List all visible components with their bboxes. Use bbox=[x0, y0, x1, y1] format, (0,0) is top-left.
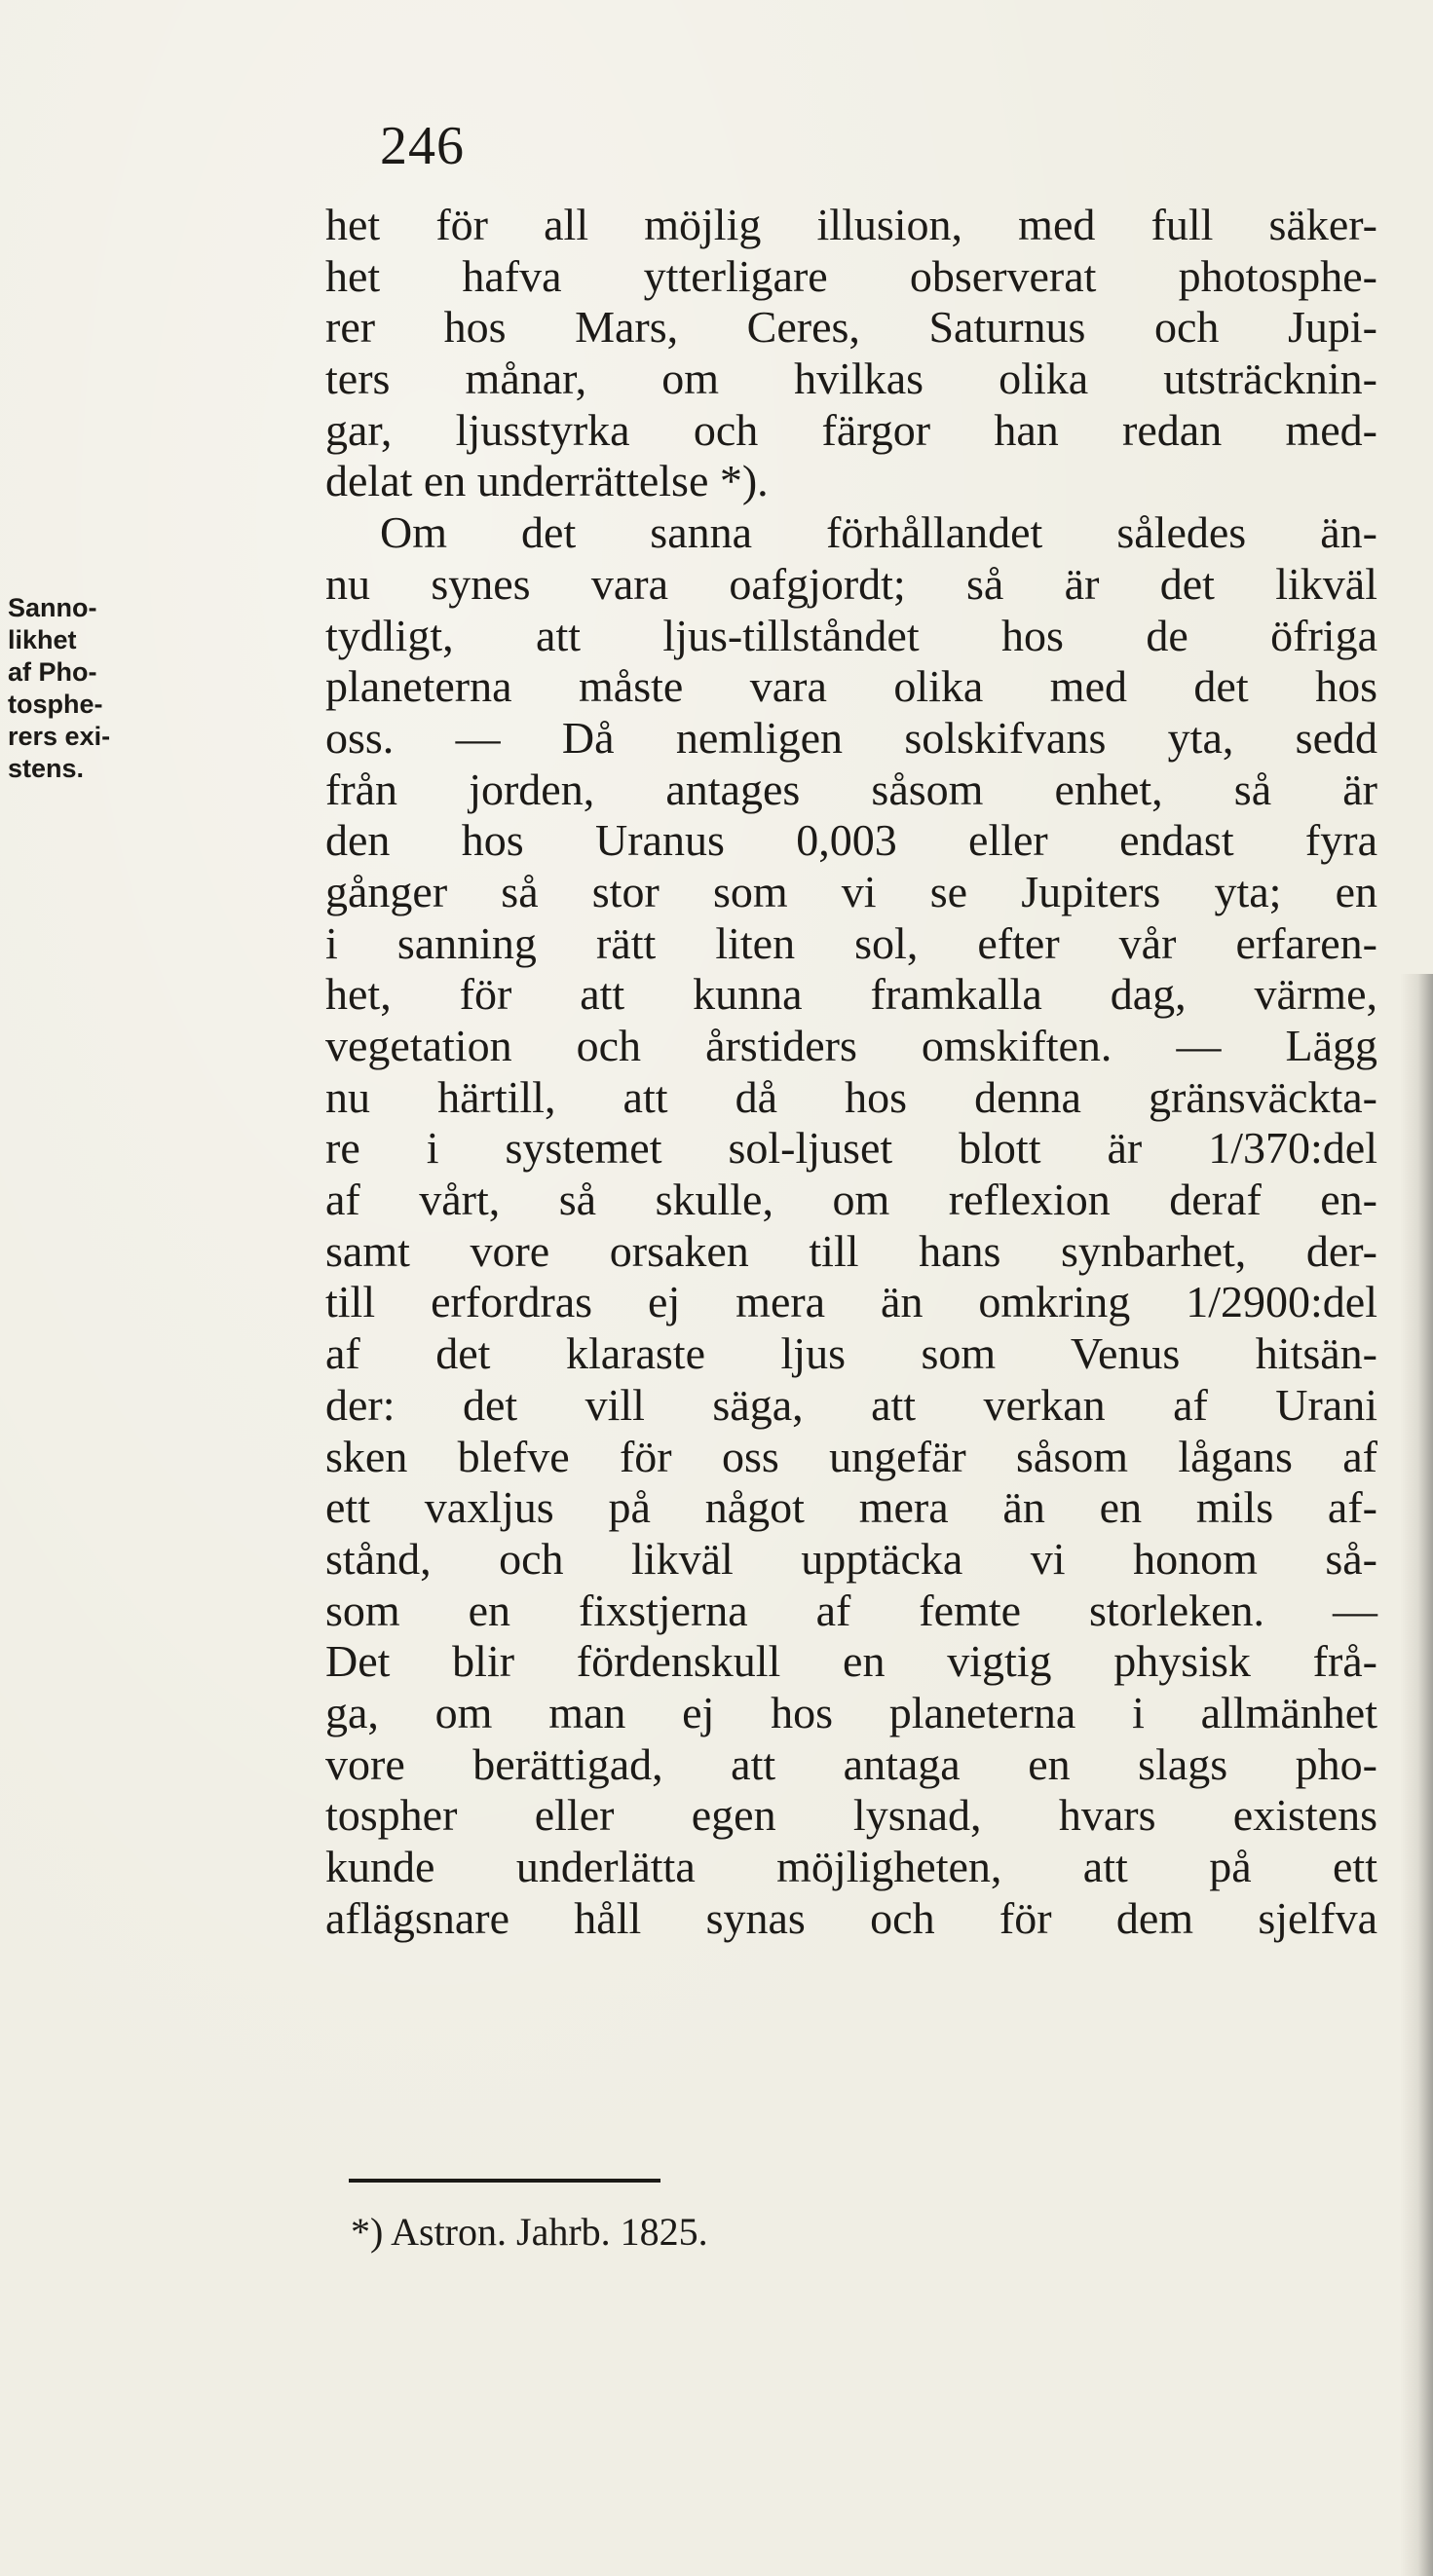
text-line: gånger så stor som vi se Jupiters yta; en bbox=[325, 866, 1377, 916]
text-line: i sanning rätt liten sol, efter vår erfaren- bbox=[325, 917, 1377, 968]
text-line: rer hos Mars, Ceres, Saturnus och Jupi- bbox=[325, 302, 1377, 353]
margin-note-line: stens. bbox=[8, 754, 85, 783]
margin-note-line: tosphe- bbox=[8, 690, 103, 719]
text-line: Det blir fördenskull en vigtig physisk frå- bbox=[325, 1636, 1377, 1687]
text-line: ga, om man ej hos planeterna i allmänhet bbox=[325, 1687, 1377, 1737]
text-line: samt vore orsaken till hans synbarhet, der- bbox=[325, 1225, 1377, 1276]
text-line: vore berättigad, att antaga en slags pho- bbox=[325, 1738, 1377, 1789]
text-line: het hafva ytterligare observerat photosphe- bbox=[325, 250, 1377, 301]
text-line: aflägsnare håll synas och för dem sjelfva bbox=[325, 1892, 1377, 1943]
text-line: som en fixstjerna af femte storleken. — bbox=[325, 1585, 1377, 1635]
text-line: ett vaxljus på något mera än en mils af- bbox=[325, 1482, 1377, 1533]
text-line: kunde underlätta möjligheten, att på ett bbox=[325, 1842, 1377, 1891]
text-line: planeterna måste vara olika med det hos bbox=[325, 661, 1377, 712]
text-line: från jorden, antages såsom enhet, så är bbox=[325, 764, 1377, 814]
text-line: oss. — Då nemligen solskifvans yta, sedd bbox=[325, 712, 1377, 763]
text-line: het, för att kunna framkalla dag, värme, bbox=[325, 969, 1377, 1020]
body-text bbox=[325, 200, 1377, 1944]
text-line: af vårt, så skulle, om reflexion deraf en- bbox=[325, 1175, 1377, 1225]
text-line: delat en underrättelse *). bbox=[325, 456, 769, 506]
margin-note-line: rers exi- bbox=[8, 722, 111, 751]
margin-note-line: af Pho- bbox=[8, 657, 97, 687]
text-line: Om det sanna förhållandet således än- bbox=[380, 507, 1377, 558]
footnote: *) Astron. Jahrb. 1825. bbox=[351, 2210, 708, 2254]
text-line: den hos Uranus 0,003 eller endast fyra bbox=[325, 815, 1377, 866]
text-line: till erfordras ej mera än omkring 1/2900:del bbox=[325, 1277, 1377, 1327]
text-line: tydligt, att ljus-tillståndet hos de öfriga bbox=[325, 610, 1377, 660]
text-line: gar, ljusstyrka och färgor han redan med- bbox=[325, 404, 1377, 455]
text-line: nu synes vara oafgjordt; så är det likväl bbox=[325, 558, 1377, 609]
margin-note bbox=[8, 592, 164, 785]
margin-note-line: likhet bbox=[8, 625, 77, 654]
text-line: ters månar, om hvilkas olika utsträcknin- bbox=[325, 354, 1377, 404]
text-line: vegetation och årstiders omskiften. — Lägg bbox=[325, 1021, 1377, 1070]
text-line: stånd, och likväl upptäcka vi honom så- bbox=[325, 1533, 1377, 1584]
text-line: re i systemet sol-ljuset blott är 1/370:del bbox=[325, 1123, 1377, 1174]
footnote-rule bbox=[349, 2179, 660, 2183]
text-line: sken blefve för oss ungefär såsom lågans af bbox=[325, 1431, 1377, 1481]
text-line: der: det vill säga, att verkan af Urani bbox=[325, 1379, 1377, 1430]
text-line: tospher eller egen lysnad, hvars existens bbox=[325, 1790, 1377, 1841]
page-edge-shadow bbox=[1400, 974, 1433, 2576]
text-line: nu härtill, att då hos denna gränsväckta- bbox=[325, 1071, 1377, 1122]
text-line: het för all möjlig illusion, med full säker- bbox=[325, 200, 1377, 249]
text-line: af det klaraste ljus som Venus hitsän- bbox=[325, 1328, 1377, 1379]
margin-note-line: Sanno- bbox=[8, 593, 97, 622]
page-number: 246 bbox=[380, 116, 465, 176]
